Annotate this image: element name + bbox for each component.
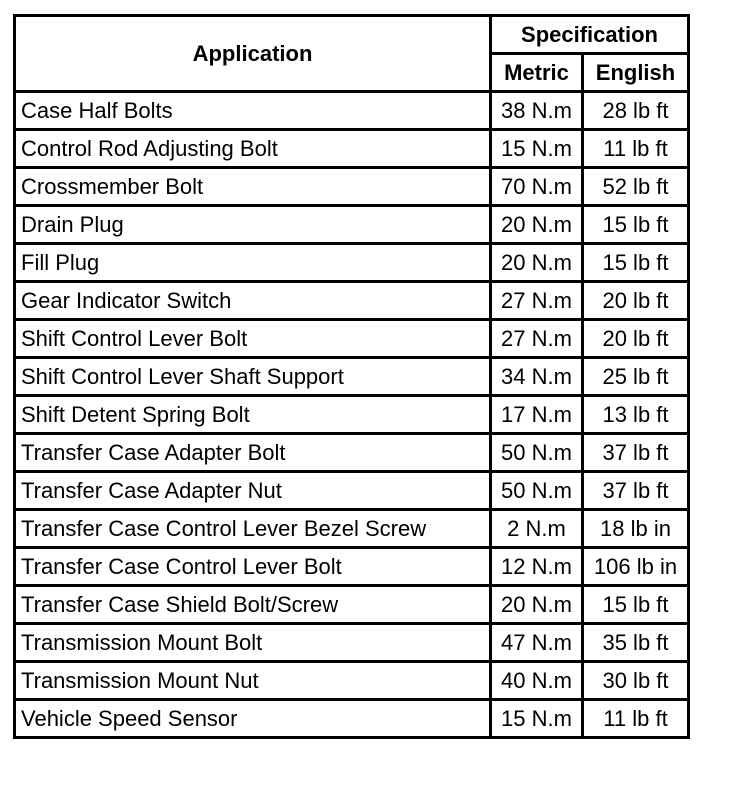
application-cell: Transfer Case Adapter Nut — [15, 472, 491, 510]
table-header — [15, 16, 689, 92]
english-cell: 20 lb ft — [583, 320, 689, 358]
table-row — [15, 586, 689, 624]
application-cell: Gear Indicator Switch — [15, 282, 491, 320]
metric-cell: 2 N.m — [491, 510, 583, 548]
specification-header: Specification — [491, 16, 689, 54]
english-cell: 13 lb ft — [583, 396, 689, 434]
table-body — [15, 92, 689, 738]
table-row — [15, 548, 689, 586]
table-row — [15, 510, 689, 548]
english-cell: 15 lb ft — [583, 586, 689, 624]
english-cell: 106 lb in — [583, 548, 689, 586]
metric-cell: 15 N.m — [491, 700, 583, 738]
metric-cell: 27 N.m — [491, 282, 583, 320]
english-header: English — [583, 54, 689, 92]
english-cell: 52 lb ft — [583, 168, 689, 206]
application-cell: Shift Detent Spring Bolt — [15, 396, 491, 434]
english-cell: 11 lb ft — [583, 130, 689, 168]
metric-cell: 15 N.m — [491, 130, 583, 168]
application-cell: Transfer Case Shield Bolt/Screw — [15, 586, 491, 624]
application-cell: Transmission Mount Nut — [15, 662, 491, 700]
metric-cell: 50 N.m — [491, 434, 583, 472]
application-cell: Shift Control Lever Bolt — [15, 320, 491, 358]
metric-cell: 12 N.m — [491, 548, 583, 586]
metric-cell: 50 N.m — [491, 472, 583, 510]
application-cell: Vehicle Speed Sensor — [15, 700, 491, 738]
application-cell: Fill Plug — [15, 244, 491, 282]
table-row — [15, 472, 689, 510]
application-cell: Transfer Case Control Lever Bolt — [15, 548, 491, 586]
english-cell: 37 lb ft — [583, 434, 689, 472]
metric-cell: 20 N.m — [491, 206, 583, 244]
application-cell: Transmission Mount Bolt — [15, 624, 491, 662]
application-cell: Drain Plug — [15, 206, 491, 244]
metric-cell: 38 N.m — [491, 92, 583, 130]
application-cell: Control Rod Adjusting Bolt — [15, 130, 491, 168]
english-cell: 30 lb ft — [583, 662, 689, 700]
table-row — [15, 700, 689, 738]
table-row — [15, 320, 689, 358]
metric-cell: 47 N.m — [491, 624, 583, 662]
table-row — [15, 92, 689, 130]
table-row — [15, 244, 689, 282]
application-header: Application — [15, 16, 491, 92]
application-cell: Crossmember Bolt — [15, 168, 491, 206]
table-row — [15, 662, 689, 700]
metric-cell: 17 N.m — [491, 396, 583, 434]
table-row — [15, 624, 689, 662]
english-cell: 28 lb ft — [583, 92, 689, 130]
torque-spec-table — [13, 14, 690, 739]
english-cell: 15 lb ft — [583, 244, 689, 282]
table-row — [15, 206, 689, 244]
metric-cell: 20 N.m — [491, 244, 583, 282]
english-cell: 25 lb ft — [583, 358, 689, 396]
metric-cell: 20 N.m — [491, 586, 583, 624]
metric-cell: 34 N.m — [491, 358, 583, 396]
table-row — [15, 434, 689, 472]
application-cell: Transfer Case Adapter Bolt — [15, 434, 491, 472]
table-row — [15, 396, 689, 434]
table-row — [15, 358, 689, 396]
english-cell: 11 lb ft — [583, 700, 689, 738]
table-row — [15, 282, 689, 320]
application-cell: Shift Control Lever Shaft Support — [15, 358, 491, 396]
table-row — [15, 130, 689, 168]
metric-cell: 40 N.m — [491, 662, 583, 700]
english-cell: 35 lb ft — [583, 624, 689, 662]
application-cell: Case Half Bolts — [15, 92, 491, 130]
header-row-top — [15, 16, 689, 54]
english-cell: 18 lb in — [583, 510, 689, 548]
metric-cell: 70 N.m — [491, 168, 583, 206]
english-cell: 20 lb ft — [583, 282, 689, 320]
metric-header: Metric — [491, 54, 583, 92]
english-cell: 37 lb ft — [583, 472, 689, 510]
table-row — [15, 168, 689, 206]
application-cell: Transfer Case Control Lever Bezel Screw — [15, 510, 491, 548]
english-cell: 15 lb ft — [583, 206, 689, 244]
metric-cell: 27 N.m — [491, 320, 583, 358]
